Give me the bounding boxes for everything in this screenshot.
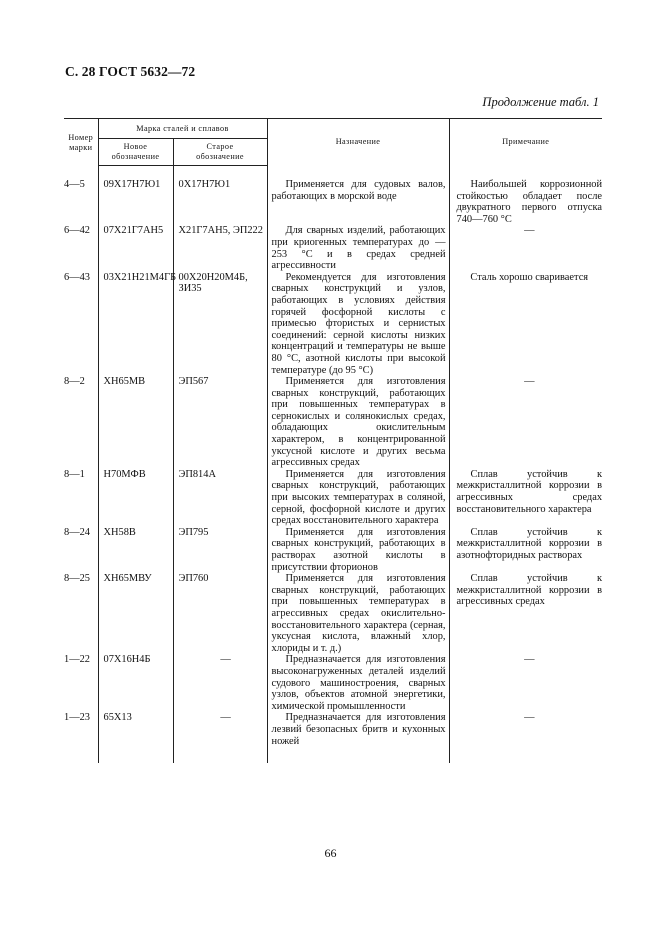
grade-number: 6—43 <box>64 271 90 283</box>
grade-number: 8—24 <box>64 526 90 538</box>
new-designation: ХН65МВУ <box>98 573 173 654</box>
table-row <box>64 376 602 469</box>
note <box>449 527 602 573</box>
purpose <box>267 573 449 654</box>
new-designation: 07Х21Г7АН5 <box>98 225 173 271</box>
new-designation: 09Х17Н7Ю1 <box>98 179 173 225</box>
purpose <box>267 654 449 712</box>
old-designation: 00Х20Н20М4Б, ЗИ35 <box>173 272 267 376</box>
grade-number: 8—25 <box>64 573 90 585</box>
note <box>449 179 602 225</box>
note <box>449 573 602 654</box>
purpose-text: Предназначается для изготовления высоконагруженных деталей изделий судового машиностроения, сварных узлов, объектов атомной энергетики, химической промышленности <box>271 654 446 712</box>
new-designation: 65Х13 <box>98 712 173 763</box>
table-body <box>64 166 602 764</box>
table-header <box>64 119 602 166</box>
table-row <box>64 573 602 654</box>
new-designation: 07Х16Н4Б <box>98 654 173 712</box>
page-header: С. 28 ГОСТ 5632—72 <box>65 64 196 79</box>
note <box>449 469 602 527</box>
grade-number: 8—2 <box>64 376 85 388</box>
header-grade-number-line1: Номер <box>68 133 94 143</box>
header-grade-group: Марка сталей и сплавов <box>98 119 267 139</box>
new-designation: 03Х21Н21М4ГБ <box>98 272 173 376</box>
purpose <box>267 712 449 763</box>
header-old-designation <box>173 139 267 166</box>
header-grade-number <box>64 119 98 166</box>
table-row <box>64 469 602 527</box>
table-row <box>64 654 602 712</box>
note: Сталь хорошо сваривается <box>449 272 602 376</box>
purpose <box>267 376 449 469</box>
note: — <box>449 712 602 763</box>
purpose-text: Применяется для изготовления сварных конструкций, работающих в растворах азотной кислоты в присутствии фторионов <box>271 526 446 573</box>
note: — <box>449 654 602 712</box>
old-designation: ЭП814А <box>173 469 267 527</box>
purpose <box>267 469 449 527</box>
grade-number: 4—5 <box>64 179 85 190</box>
old-designation: 0Х17Н7Ю1 <box>173 179 267 225</box>
header-new-designation <box>98 139 173 166</box>
new-designation: ХН58В <box>98 527 173 573</box>
purpose-text: Применяется для изготовления сварных конструкций, работающих при высоких температурах в соляной, серной, фосфорной кислоте и других средах восстановительного характера <box>271 468 446 527</box>
old-designation: — <box>173 654 267 712</box>
old-designation: ЭП760 <box>173 573 267 654</box>
grade-number: 6—42 <box>64 225 90 237</box>
table-row <box>64 179 602 225</box>
note-text: Сплав устойчив к межкристаллитной коррозии в агрессивных средах <box>456 573 603 608</box>
table-row <box>64 225 602 271</box>
purpose-text: Применяется для судовых валов, работающих в морской воде <box>271 179 446 202</box>
purpose-text: Предназначается для изготовления лезвий безопасных бритв и кухонных ножей <box>271 712 446 747</box>
table-row <box>64 712 602 763</box>
old-designation: ЭП567 <box>173 376 267 469</box>
header-new-line1: Новое <box>123 142 148 151</box>
purpose-text: Рекомендуется для изготовления сварных конструкций и узлов, работающих в условиях действия горячей фосфорной кислоты с примесью фтористых и сернистых соединений: серной кислоты низких концентраций и температуры не выше 80 °С, азотной кислоты при высокой температуре (до 95 °С) <box>271 271 446 376</box>
note: — <box>449 376 602 469</box>
purpose <box>267 225 449 271</box>
note: — <box>449 225 602 271</box>
header-grade-number-line2: марки <box>69 143 93 153</box>
grade-number: 1—22 <box>64 654 90 666</box>
header-old-line1: Старое <box>206 142 234 151</box>
new-designation: ХН65МВ <box>98 376 173 469</box>
grade-number: 1—23 <box>64 712 90 724</box>
header-purpose: Назначение <box>267 119 449 166</box>
purpose-text: Для сварных изделий, работающих при криогенных температурах до — 253 °С и в средах средней агрессивности <box>271 225 446 272</box>
old-designation: — <box>173 712 267 763</box>
new-designation: Н70МФВ <box>98 469 173 527</box>
table-spacer <box>64 166 602 180</box>
table-row <box>64 527 602 573</box>
purpose <box>267 527 449 573</box>
old-designation: Х21Г7АН5, ЭП222 <box>173 225 267 271</box>
table-continuation-label: Продолжение табл. 1 <box>482 95 599 109</box>
header-note: Примечание <box>449 119 602 166</box>
note-text: Сплав устойчив к межкристаллитной коррозии в агрессивных средах восстановительного характера <box>456 468 603 515</box>
note-text: Наибольшей коррозионной стойкостью обладает после двукратного первого отпуска 740—760 °С <box>456 179 603 225</box>
purpose-text: Применяется для изготовления сварных конструкций, работающих при повышенных температурах в сернокислых и солянокислых средах, обладающих окислительным характером, в концентрированной уксусной кислоте и других весьма агрессивных средах <box>271 376 446 469</box>
note-text: Сплав устойчив к межкристаллитной коррозии в азотнофторидных растворах <box>456 526 603 561</box>
header-new-line2: обозначение <box>111 152 160 161</box>
old-designation: ЭП795 <box>173 527 267 573</box>
steel-grades-table <box>64 118 602 763</box>
purpose <box>267 272 449 376</box>
purpose <box>267 179 449 225</box>
grade-number: 8—1 <box>64 468 85 480</box>
header-old-line2: обозначение <box>196 152 244 161</box>
page-number: 66 <box>324 846 337 860</box>
table-row <box>64 272 602 376</box>
purpose-text: Применяется для изготовления сварных конструкций, работающих при повышенных температурах в агрессивных средах окислительно-восстановительного характера (серная, уксусная кислота, влажный хлор, хлориды и т. д.) <box>271 573 446 654</box>
